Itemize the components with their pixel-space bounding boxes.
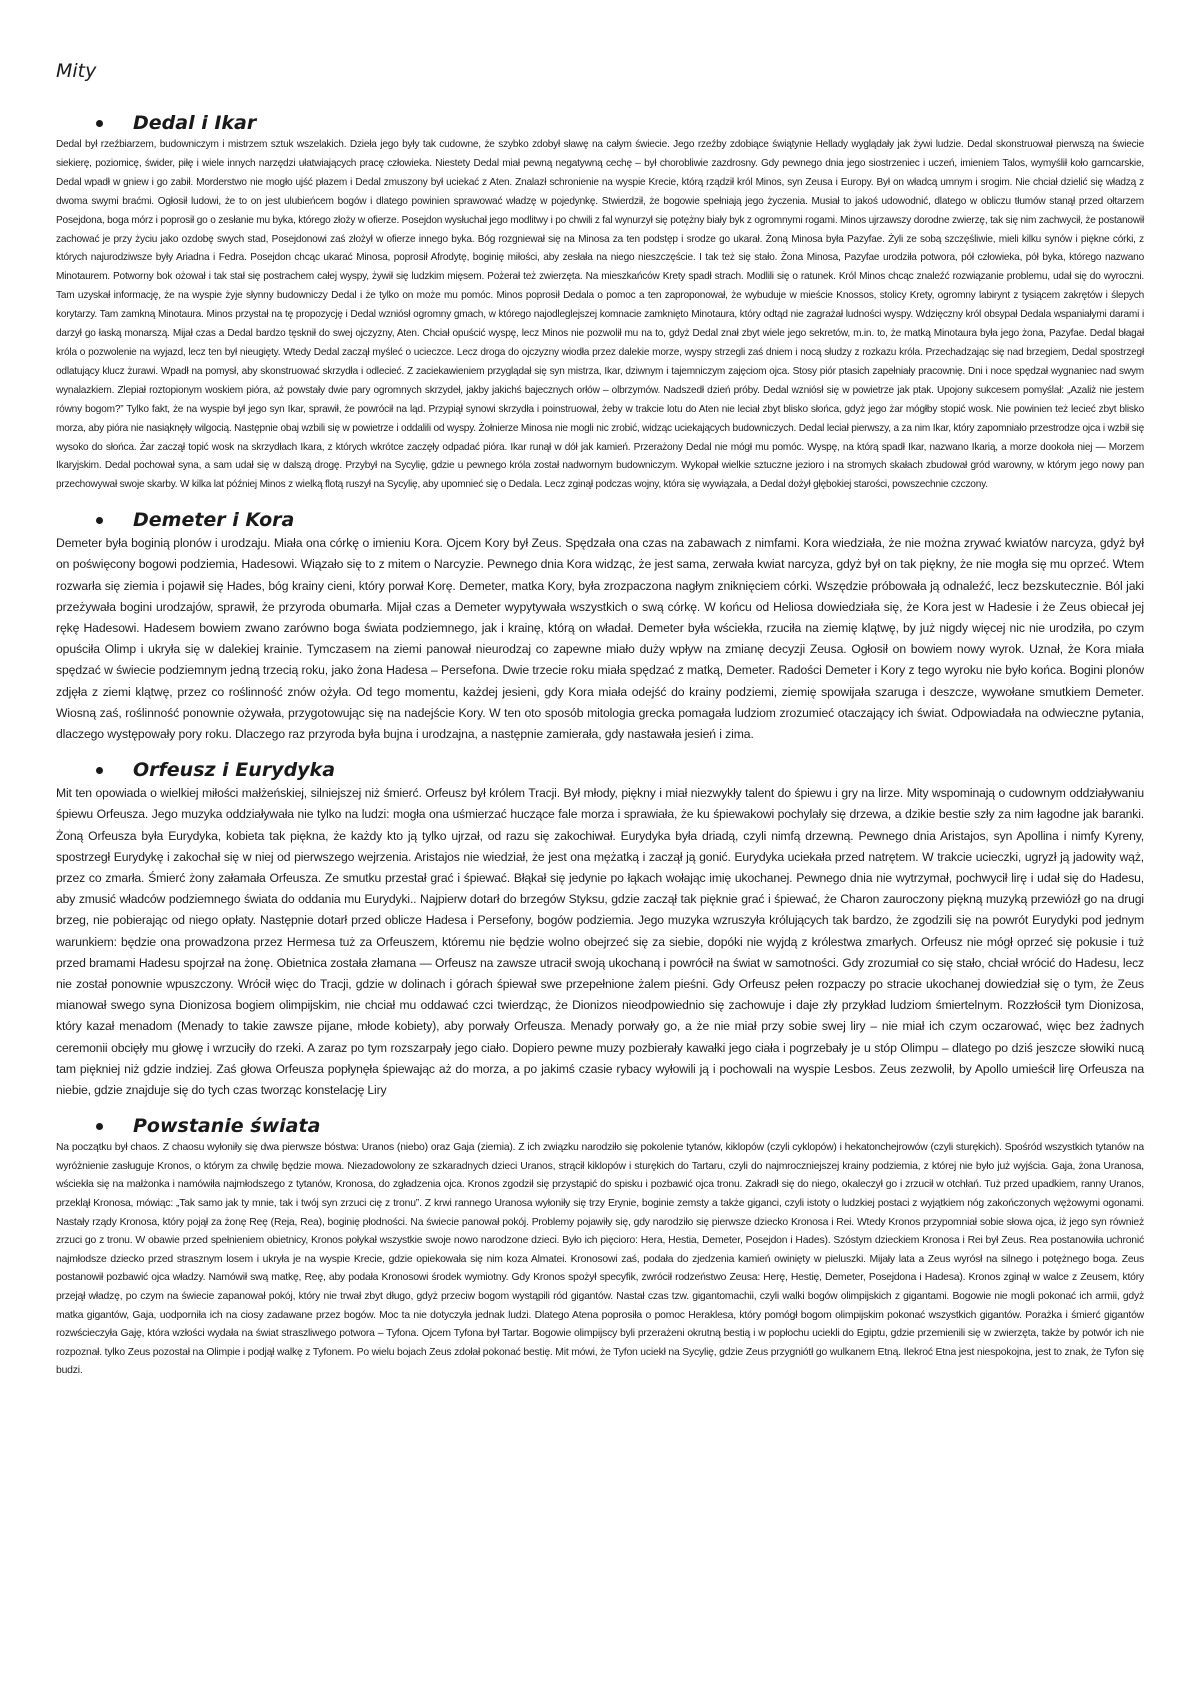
- document-title: Mity: [56, 60, 97, 82]
- section-body: Demeter była boginią plonów i urodzaju. Miała ona córkę o imieniu Kora. Ojcem Kory był Zeus. Spędzała ona czas na zabawach z nimfami. Kora wiedziała, że nie można zrywać kwiatów narcyza, gdyż był on poświęcony bogowi podziemia, Hadesowi. Wiązało się to z mitem o Narcyzie. Pewnego dnia Kora widząc, że jest sama, zerwała kwiat narcyza, gdyż był on tak piękny, że nie mogła się mu oprzeć. Wtem rozwarła się ziemia i pojawił się Hades, bóg krainy cieni, który porwał Korę. Demeter, matka Kory, była zrozpaczona nagłym zniknięciem córki. Wszędzie próbowała ją odnaleźć, lecz bezskutecznie. Ból jaki przeżywała bogini urodzajów, sprawił, że przyroda obumarła. Mijał czas a Demeter wypytywała wszystkich o swą córkę. W końcu od Heliosa dowiedziała się, że Kora jest w Hadesie i że Zeus obiecał jej rękę Hadesowi. Hadesem bowiem zwano zarówno boga świata podziemnego, jak i krainę, którą on władał. Demeter była wściekła, rzuciła na ziemię klątwę, by już nigdy więcej nic nie urodziła, po czym opuściła Olimp i ukryła się w dalekiej krainie. Tymczasem na ziemi panował nieurodzaj co zapewne miało duży wpływ na zmianę decyzji Zeusa. Ogłosił on bowiem nowy wyrok. Uznał, że Kora miała spędzać w świecie podziemnym jedną trzecią roku, jako żona Hadesa – Persefona. Dwie trzecie roku miała spędzać z matką, Demeter. Radości Demeter i Kory z tego wyroku nie było końca. Bogini plonów zdjęła z ziemi klątwę, przez co roślinność znów ożyła. Od tego momentu, każdej jesieni, gdy Kora miała odejść do krainy podziemi, ziemię spowijała szaruga i deszcze, wywołane smutkiem Demeter. Wiosną zaś, roślinność ponownie ożywała, przygotowując się na nadejście Kory. W ten oto sposób mitologia grecka pomagała ludziom zrozumieć otaczający ich świat. Odpowiadała na odwieczne pytania, dlaczego występowały pory roku. Dlaczego raz przyroda była bujna i urodzajna, a następnie zamierała, gdy nastawała jesień i zima.: [56, 536, 1144, 742]
- bullet-icon: [96, 767, 103, 774]
- section-body: Dedal był rzeźbiarzem, budowniczym i mistrzem sztuk wszelakich. Dzieła jego były tak cudowne, że szybko zdobył sławę na całym świecie. Jego rzeźby zdobiące świątynie Hellady wyglądały jak żywi ludzie. Dedal skonstruował pierwszą na świecie siekierę, poziomicę, świder, piłę i wiele innych narzędzi ułatwiających pracę człowieka. Niestety Dedal miał pewną negatywną cechę – był chorobliwie zazdrosny. Gdy pewnego dnia jego siostrzeniec i uczeń, imieniem Talos, wymyślił koło garncarskie, Dedal wpadł w gniew i go zabił. Morderstwo nie mogło ujść płazem i Dedal zmuszony był uciekać z Aten. Znalazł schronienie na wyspie Krecie, którą rządził król Minos, syn Zeusa i Europy. Był on władcą umnym i srogim. Nie chciał dzielić się władzą z dwoma swymi braćmi. Ogłosił ludowi, że to on jest ulubieńcem bogów i dlatego powinien sprawować władzę w pojedynkę. Stwierdził, że bogowie spełniają jego życzenia. Musiał to jakoś udowodnić, dlatego w obliczu tłumów stanął przed ołtarzem Posejdona, boga mórz i poprosił go o zesłanie mu byka, którego złoży w ofierze. Posejdon wysłuchał jego modlitwy i po chwili z fal wynurzył się potężny biały byk z ogromnymi rogami. Minos ujrzawszy dorodne zwierzę, tak się nim zachwycił, że postanowił zachować je przy życiu jako ozdobę swych stad, Posejdonowi zaś złożył w ofierze innego byka. Bóg rozgniewał się na Minosa za ten podstęp i srodze go ukarał. Żoną Minosa była Pazyfae. Żyli ze sobą szczęśliwie, mieli kilku synów i piękne córki, z których najurodziwsze były Ariadna i Fedra. Posejdon chcąc ukarać Minosa, poprosił Afrodytę, boginię miłości, aby zesłała na niego nieszczęście. I tak też się stało. Żona Minosa, Pazyfae urodziła potwora, pół człowieka, pół byka, którego nazwano Minotaurem. Potworny bok ożował i tak stał się postrachem całej wyspy, żywił się ludzkim mięsem. Pożerał też zwierzęta. Na mieszkańców Krety spadł strach. Modlili się o ratunek. Król Minos chcąc znaleźć rozwiązanie problemu, udał się do wyroczni. Tam uzyskał informację, że na wyspie żyje słynny budowniczy Dedal i że tylko on może mu pomóc. Minos poprosił Dedala o pomoc a ten zaproponował, że wybuduje w mieście Knossos, stolicy Krety, ogromny labirynt z tysiącem zakrętów i ślepych korytarzy. Tam zamkną Minotaura. Minos przystał na tę propozycję i Dedal wzniósł ogromny gmach, w którego najodleglejszej komnacie zamknięto Minotaura, który odtąd nie zagrażał ludności wyspy. Wdzięczny król obsypał Dedala wspaniałymi darami i darzył go łaską monarszą. Mijał czas a Dedal bardzo tęsknił do swej ojczyzny, Aten. Chciał opuścić wyspę, lecz Minos nie pozwolił mu na to, gdyż Dedal znał zbyt wiele jego sekretów, m.in. to, że matką Minotaura była jego żona, Pazyfae. Dedal błagał króla o pozwolenie na wyjazd, lecz ten był nieugięty. Wtedy Dedal zaczął myśleć o ucieczce. Lecz droga do ojczyzny wiodła przez dalekie morze, wyspy strzegli zaś dniem i nocą słudzy z rozkazu króla. Przechadzając się nad brzegiem, Dedal spostrzegł odlatujący klucz żurawi. Wpadł na pomysł, aby skonstruować skrzydła i odlecieć. Z zaciekawieniem przyglądał się syn mistrza, Ikar, dziwnym i tajemniczym zajęciom ojca. Stosy piór ptasich zapełniały pracownię. Dni i noce spędzał wygnaniec nad swym wynalazkiem. Zlepiał roztopionym woskiem pióra, aż powstały dwie pary ogromnych skrzydeł, jakby jakichś bajecznych orłów – olbrzymów. Nadszedł dzień próby. Dedal wzniósł się w powietrze jak ptak. Upojony sukcesem pomyślał: „Azaliż nie jestem równy bogom?” Tylko fakt, że na wyspie był jego syn Ikar, sprawił, że powrócił na ląd. Przypiął synowi skrzydła i poinstruował, żeby w trakcie lotu do Aten nie leciał zbyt blisko słońca, gdyż jego żar mógłby stopić wosk. Nie powinien też lecieć zbyt blisko morza, aby pióra nie nasiąknęły wilgocią. Następnie obaj wzbili się w powietrze i oddalili od wyspy. Żołnierze Minosa nie mogli nic zrobić, widząc uciekających budowniczych. Dedal leciał pierwszy, a za nim Ikar, który zapomniało przestrodze ojca i wzbił się wysoko do słońca. Żar zaczął topić wosk na skrzydłach Ikara, z których wkrótce zaczęły odpadać pióra. Ikar runął w dół jak kamień. Przerażony Dedal nie mógł mu pomóc. Wyspę, na którą spadł Ikar, nazwano Ikarią, a morze dookoła niej — Morzem Ikaryjskim. Dedal pochował syna, a sam udał się w dalszą drogę. Przybył na Sycylię, gdzie u pewnego króla został nadwornym budowniczym. Wykopał wielkie sztuczne jezioro i na stromych skałach zbudował gród warowny, w którym jego nowy pan przechowywał swoje skarby. W kilka lat później Minos z wielką flotą ruszył na Sycylię, aby upomnieć się o Dedala. Lecz zginął podczas wojny, która się wywiązała, a Dedal dożył głębokiej starości, powszechnie czczony.: [56, 139, 1144, 491]
- section-powstanie-swiata: [56, 1115, 1144, 1381]
- section-body: Mit ten opowiada o wielkiej miłości małżeńskiej, silniejszej niż śmierć. Orfeusz był królem Tracji. Był młody, piękny i miał niezwykły talent do śpiewu i gry na lirze. Mity wspominają o cudownym oddziaływaniu śpiewu Orfeusza. Jego muzyka oddziaływała nie tylko na ludzi: mogła ona uśmierzać huczące fale morza i sprawiała, że ku śpiewakowi pochylały się drzewa, a dzikie bestie szły za nim łagodne jak baranki. Żoną Orfeusza była Eurydyka, kobieta tak piękna, że każdy kto ją tylko ujrzał, od razu się zakochiwał. Eurydyka była driadą, czyli nimfą drzewną. Pewnego dnia Aristajos, syn Apollina i nimfy Kyreny, spostrzegł Eurydykę i zakochał się w niej od pierwszego wejrzenia. Aristajos nie wiedział, że jest ona mężatką i zaczął ją gonić. Eurydyka uciekała przed natrętem. W trakcie ucieczki, ugryzł ją jadowity wąż, przez co zmarła. Śmierć żony załamała Orfeusza. Ze smutku przestał grać i śpiewać. Błąkał się jedynie po łąkach wołając imię ukochanej. Pewnego dnia nie wytrzymał, pochwycił lirę i udał się do Hadesu, aby zmusić władców podziemnego świata do oddania mu Eurydyki.. Najpierw dotarł do brzegów Styksu, gdzie zaczął tak pięknie grać i śpiewać, że Charon zauroczony piękną muzyką przewiózł go na drugi brzeg, nie pobierając od niego opłaty. Następnie dotarł przed oblicze Hadesa i Persefony, bogów podziemia. Jego muzyka wzruszyła królujących tak bardzo, że zgodzili się na powrót Eurydyki pod jednym warunkiem: będzie ona prowadzona przez Hermesa tuż za Orfeuszem, któremu nie będzie wolno obejrzeć się za siebie, dopóki nie wyjdą z królestwa zmarłych. Orfeusz nie mógł oprzeć się pokusie i tuż przed bramami Hadesu spojrzał na żonę. Obietnica została złamana — Orfeusz na zawsze utracił swoją ukochaną i powrócił na świat w samotności. Gdy zrozumiał co się stało, chciał wrócić do Hadesu, lecz nie został ponownie wpuszczony. Wrócił więc do Tracji, gdzie w dolinach i górach śpiewał swe przepełnione żalem pieśni. Gdy Orfeusz pełen rozpaczy po stracie ukochanej dowiedział się o tym, że Zeus mianował swego syna Dionizosa bogiem olimpijskim, nie chciał mu oddawać czci twierdząc, że Dionizos nieodpowiednio się zachowuje i daje zły przykład ludziom śmiertelnym. Rozzłościł tym Dionizosa, który kazał menadom (Menady to takie zawsze pijane, młode kobiety), aby porwały Orfeusza. Menady porwały go, a że nie miał przy sobie swej liry – nie miał ich czym oczarować, więc bez żadnych ceremonii obcięły mu głowę i wrzuciły do rzeki. A zaraz po tym rozszarpały jego ciało. Dopiero pewne muzy pozbierały kawałki jego ciała i pogrzebały je u stóp Olimpu – dlatego po dziś jeszcze słowiki nucą tam piękniej niż gdzie indziej. Zaś głowa Orfeusza popłynęła śpiewając aż do morza, a po jakimś czasie rybacy wyłowili ją i pochowali na wyspie Lesbos. Zeus zezwolił, by Apollo umieścił lirę Orfeusza na niebie, gdzie znajduje się do tych czas tworząc konstelację Liry: [56, 786, 1144, 1098]
- section-heading: [56, 1115, 1144, 1137]
- bullet-icon: [96, 517, 103, 524]
- bullet-icon: [96, 120, 103, 127]
- section-heading: [56, 112, 1144, 134]
- section-heading-text: Dedal i Ikar: [133, 112, 257, 134]
- section-body: Na początku był chaos. Z chaosu wyłoniły się dwa pierwsze bóstwa: Uranos (niebo) oraz Gaja (ziemia). Z ich związku narodziło się pokolenie tytanów, kiklopów (czyli cyklopów) i hekatonchejrowów (czyli sturękich). Spośród wszystkich tytanów na wyróżnienie zasługuje Kronos, o którym za chwilę będzie mowa. Niezadowolony ze szkaradnych dzieci Uranos, strącił kiklopów i sturękich do Tartaru, czyli do najmroczniejszej krainy podziemia, z której nie było już wyjścia. Gaja, żona Uranosa, wściekła się na małżonka i namówiła najmłodszego z tytanów, Kronosa, do zgładzenia ojca. Kronos zgodził się przystąpić do spisku i pozbawić ojca tronu. Zakradł się do niego, okaleczył go i zrzucił w otchłań. Tuż przed upadkiem, ranny Uranos, przeklął Kronosa, mówiąc: „Tak samo jak ty mnie, tak i twój syn zrzuci cię z tronu”. Z krwi rannego Uranosa wyłoniły się trzy Erynie, boginie zemsty a także giganci, czyli istoty o ludzkiej postaci z wyjątkiem nóg zakończonych wężowymi ogonami. Nastały rządy Kronosa, który pojął za żonę Reę (Reja, Rea), boginię płodności. Na świecie panował pokój. Problemy pojawiły się, gdy narodziło się pierwsze dziecko Kronosa i Rei. Wtedy Kronos przypomniał sobie słowa ojca, iż jego syn również zrzuci go z tronu. W obawie przed spełnieniem obietnicy, Kronos połykał wszystkie swoje nowo narodzone dzieci. Było ich pięcioro: Hera, Hestia, Demeter, Posejdon i Hades). Szóstym dzieckiem Kronosa i Rei był Zeus. Rea postanowiła uchronić najmłodsze dziecko przed strasznym losem i ukryła je na wyspie Krecie, gdzie opiekowała się nim koza Almatei. Kronosowi zaś, podała do zjedzenia kamień owinięty w pieluszki. Mijały lata a Zeus wyrósł na silnego i potężnego boga. Zeus postanowił pozbawić ojca władzy. Namówił swą matkę, Reę, aby podała Kronosowi środek wymiotny. Gdy Kronos spożył specyfik, zwrócił rodzeństwo Zeusa: Herę, Hestię, Demeter, Posejdona i Hadesa). Kronos zginął w walce z Zeusem, który przejął władzę, po czym na świecie zapanował pokój, który nie trwał zbyt długo, gdyż przeciw bogom wystąpili ród gigantów. Nastał czas tzw. gigantomachii, czyli walki bogów olimpijskich z gigantami. Bogowie nie mogli pokonać ich armii, gdyż matka gigantów, Gaja, uodporniła ich na ciosy zadawane przez bogów. Moc ta nie dotyczyła jednak ludzi. Dlatego Atena poprosiła o pomoc Heraklesa, który pomógł bogom olimpijskim pokonać wszystkich gigantów. Porażka i śmierć gigantów rozwścieczyła Gaję, która wzłości wydała na świat straszliwego potwora – Tyfona. Ojcem Tyfona był Tartar. Bogowie olimpijscy byli przerażeni okrutną bestią i w popłochu uciekli do Egiptu, gdzie przemienili się w zwierzęta, także by potwór ich nie rozpoznał. tylko Zeus pozostał na Olimpie i podjął walkę z Tyfonem. Po wielu bojach Zeus zdołał pokonać bestię. Mit mówi, że Tyfon uciekł na Sycylię, gdzie Zeus przygniótł go wulkanem Etną. Ilekroć Etna jest niespokojna, jest to znak, że Tyfon się budzi.: [56, 1142, 1144, 1377]
- section-heading-text: Orfeusz i Eurydyka: [133, 759, 336, 782]
- section-demeter-i-kora: [56, 509, 1144, 745]
- section-dedal-i-ikar: [56, 112, 1144, 495]
- bullet-icon: [96, 1123, 103, 1130]
- section-heading-text: Powstanie świata: [133, 1115, 321, 1138]
- section-orfeusz-i-eurydyka: [56, 759, 1144, 1101]
- section-heading: [56, 759, 1144, 781]
- section-heading-text: Demeter i Kora: [133, 509, 295, 532]
- section-heading: [56, 509, 1144, 531]
